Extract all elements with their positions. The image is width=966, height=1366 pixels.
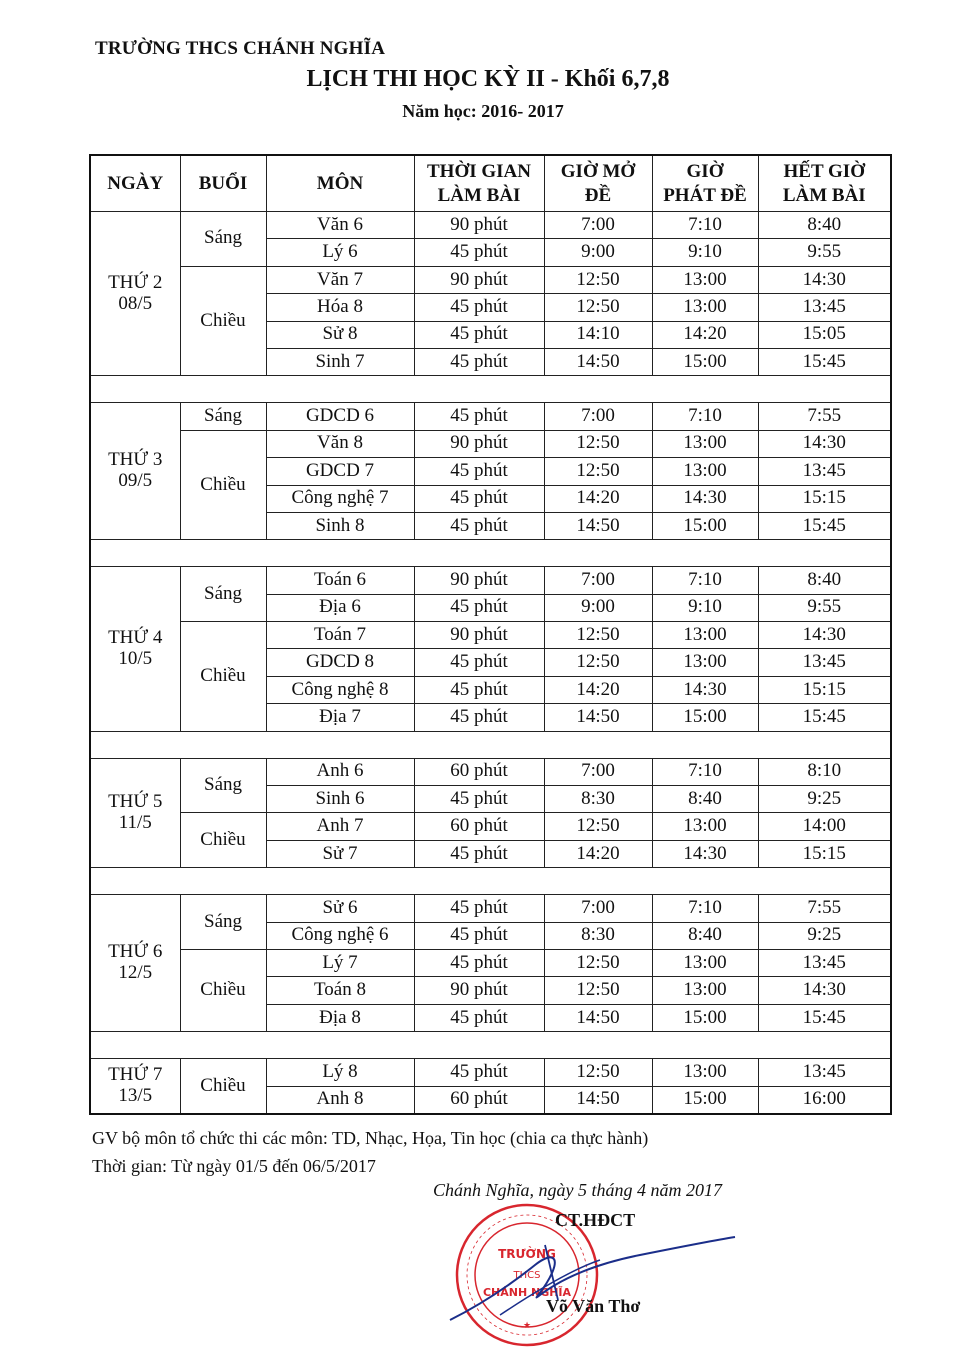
hand-out-time-cell: 13:00: [652, 977, 758, 1004]
hand-out-time-cell: 15:00: [652, 704, 758, 731]
day-label: THỨ 5: [108, 791, 163, 813]
duration-cell: 45 phút: [414, 949, 544, 976]
hand-out-time-cell: 15:00: [652, 348, 758, 375]
separator-row: [90, 540, 891, 567]
open-time-cell: 14:20: [544, 485, 652, 512]
hand-out-time-cell: 7:10: [652, 567, 758, 594]
subject-cell: Công nghệ 8: [266, 676, 414, 703]
day-cell: [90, 212, 180, 376]
day-cell: [90, 895, 180, 1032]
duration-cell: 90 phút: [414, 622, 544, 649]
hand-out-time-cell: 15:00: [652, 512, 758, 539]
school-name: TRƯỜNG THCS CHÁNH NGHĨA: [95, 38, 386, 59]
hand-out-time-cell: 7:10: [652, 895, 758, 922]
end-time-cell: 9:25: [758, 786, 891, 813]
session-cell: Chiều: [180, 949, 266, 1031]
end-time-cell: 15:05: [758, 321, 891, 348]
table-row: [90, 895, 891, 922]
school-year: Năm học: 2016- 2017: [402, 101, 564, 121]
day-date: 13/5: [118, 1085, 153, 1107]
hand-out-time-cell: 13:00: [652, 622, 758, 649]
col-header-buoi: BUỔI: [180, 155, 266, 212]
subject-cell: Hóa 8: [266, 294, 414, 321]
open-time-cell: 7:00: [544, 212, 652, 239]
hand-out-time-cell: 7:10: [652, 758, 758, 785]
hand-out-time-cell: 8:40: [652, 922, 758, 949]
subject-cell: Địa 8: [266, 1004, 414, 1031]
day-label: THỨ 4: [108, 627, 163, 649]
signer-name: Võ Văn Thơ: [546, 1296, 641, 1316]
hand-out-time-cell: 13:00: [652, 266, 758, 293]
duration-cell: 60 phút: [414, 758, 544, 785]
open-time-cell: 7:00: [544, 567, 652, 594]
open-time-cell: 14:10: [544, 321, 652, 348]
session-cell: Chiều: [180, 813, 266, 868]
open-time-cell: 12:50: [544, 977, 652, 1004]
duration-cell: 45 phút: [414, 458, 544, 485]
col-header-ngay: NGÀY: [90, 155, 180, 212]
open-time-cell: 12:50: [544, 813, 652, 840]
end-time-cell: 14:30: [758, 266, 891, 293]
subject-cell: Văn 8: [266, 430, 414, 457]
subject-cell: Sử 7: [266, 840, 414, 867]
exam-schedule-table: [89, 154, 892, 1115]
duration-cell: 45 phút: [414, 1004, 544, 1031]
session-cell: Chiều: [180, 430, 266, 540]
col-header-thoi-gian: THỜI GIAN LÀM BÀI: [414, 155, 544, 212]
hand-out-time-cell: 13:00: [652, 813, 758, 840]
subject-cell: Sử 8: [266, 321, 414, 348]
day-date: 11/5: [118, 811, 152, 833]
table-row: [90, 758, 891, 785]
open-time-cell: 7:00: [544, 895, 652, 922]
session-cell: Sáng: [180, 567, 266, 622]
open-time-cell: 12:50: [544, 649, 652, 676]
duration-cell: 90 phút: [414, 567, 544, 594]
day-date: 12/5: [118, 962, 153, 984]
duration-cell: 90 phút: [414, 430, 544, 457]
col-header-mon: MÔN: [266, 155, 414, 212]
subject-cell: Toán 7: [266, 622, 414, 649]
hand-out-time-cell: 14:20: [652, 321, 758, 348]
table-row: [90, 622, 891, 649]
duration-cell: 45 phút: [414, 1059, 544, 1086]
duration-cell: 45 phút: [414, 239, 544, 266]
col-header-gio-phat-de: GIỜ PHÁT ĐỀ: [652, 155, 758, 212]
subject-cell: Anh 6: [266, 758, 414, 785]
session-cell: Sáng: [180, 758, 266, 813]
subject-cell: Sinh 6: [266, 786, 414, 813]
subject-cell: Toán 8: [266, 977, 414, 1004]
hand-out-time-cell: 15:00: [652, 1086, 758, 1114]
duration-cell: 45 phút: [414, 512, 544, 539]
col-header-gio-mo-de: GIỜ MỞ ĐỀ: [544, 155, 652, 212]
open-time-cell: 14:50: [544, 704, 652, 731]
open-time-cell: 14:50: [544, 512, 652, 539]
end-time-cell: 15:45: [758, 704, 891, 731]
svg-text:THCS: THCS: [513, 1270, 541, 1281]
notes: [92, 1124, 648, 1180]
hand-out-time-cell: 13:00: [652, 294, 758, 321]
subject-cell: Sinh 8: [266, 512, 414, 539]
table-row: [90, 266, 891, 293]
hand-out-time-cell: 13:00: [652, 458, 758, 485]
duration-cell: 45 phút: [414, 403, 544, 430]
col-header-het-gio: HẾT GIỜ LÀM BÀI: [758, 155, 891, 212]
day-label: THỨ 2: [108, 271, 163, 293]
duration-cell: 45 phút: [414, 840, 544, 867]
hand-out-time-cell: 14:30: [652, 676, 758, 703]
hand-out-time-cell: 14:30: [652, 840, 758, 867]
end-time-cell: 8:40: [758, 567, 891, 594]
table-row: [90, 567, 891, 594]
duration-cell: 45 phút: [414, 676, 544, 703]
signer-role: CT.HĐCT: [555, 1210, 636, 1230]
open-time-cell: 12:50: [544, 949, 652, 976]
duration-cell: 45 phút: [414, 485, 544, 512]
subject-cell: Lý 6: [266, 239, 414, 266]
duration-cell: 45 phút: [414, 922, 544, 949]
hand-out-time-cell: 9:10: [652, 239, 758, 266]
duration-cell: 45 phút: [414, 294, 544, 321]
place-date: Chánh Nghĩa, ngày 5 tháng 4 năm 2017: [433, 1180, 723, 1200]
subject-cell: Công nghệ 6: [266, 922, 414, 949]
hand-out-time-cell: 13:00: [652, 649, 758, 676]
subject-cell: Văn 6: [266, 212, 414, 239]
subject-cell: Địa 7: [266, 704, 414, 731]
separator-row: [90, 376, 891, 403]
subject-cell: Sử 6: [266, 895, 414, 922]
duration-cell: 90 phút: [414, 212, 544, 239]
separator-row: [90, 868, 891, 895]
hand-out-time-cell: 15:00: [652, 1004, 758, 1031]
subject-cell: Lý 7: [266, 949, 414, 976]
end-time-cell: 15:15: [758, 485, 891, 512]
open-time-cell: 12:50: [544, 622, 652, 649]
end-time-cell: 13:45: [758, 294, 891, 321]
open-time-cell: 12:50: [544, 266, 652, 293]
day-cell: [90, 567, 180, 731]
hand-out-time-cell: 13:00: [652, 1059, 758, 1086]
end-time-cell: 8:40: [758, 212, 891, 239]
end-time-cell: 9:25: [758, 922, 891, 949]
separator-cell: [90, 1032, 891, 1059]
day-cell: [90, 758, 180, 868]
subject-cell: Văn 7: [266, 266, 414, 293]
session-cell: Sáng: [180, 895, 266, 950]
day-date: 09/5: [118, 470, 153, 492]
open-time-cell: 7:00: [544, 403, 652, 430]
subject-cell: Lý 8: [266, 1059, 414, 1086]
end-time-cell: 13:45: [758, 1059, 891, 1086]
day-date: 10/5: [118, 647, 153, 669]
open-time-cell: 7:00: [544, 758, 652, 785]
hand-out-time-cell: 9:10: [652, 594, 758, 621]
end-time-cell: 14:30: [758, 977, 891, 1004]
subject-cell: Sinh 7: [266, 348, 414, 375]
subject-cell: Toán 6: [266, 567, 414, 594]
svg-text:★: ★: [522, 1321, 532, 1331]
subject-cell: GDCD 8: [266, 649, 414, 676]
note-line: Thời gian: Từ ngày 01/5 đến 06/5/2017: [92, 1156, 376, 1176]
hand-out-time-cell: 8:40: [652, 786, 758, 813]
table-row: [90, 813, 891, 840]
subject-cell: GDCD 7: [266, 458, 414, 485]
day-label: THỨ 7: [108, 1064, 163, 1086]
separator-cell: [90, 376, 891, 403]
duration-cell: 45 phút: [414, 649, 544, 676]
table-row: [90, 1059, 891, 1086]
session-cell: Sáng: [180, 403, 266, 430]
end-time-cell: 8:10: [758, 758, 891, 785]
hand-out-time-cell: 13:00: [652, 949, 758, 976]
separator-cell: [90, 868, 891, 895]
open-time-cell: 14:20: [544, 676, 652, 703]
duration-cell: 45 phút: [414, 704, 544, 731]
end-time-cell: 14:30: [758, 622, 891, 649]
end-time-cell: 15:45: [758, 1004, 891, 1031]
separator-row: [90, 1032, 891, 1059]
end-time-cell: 13:45: [758, 649, 891, 676]
duration-cell: 45 phút: [414, 895, 544, 922]
subject-cell: Anh 7: [266, 813, 414, 840]
day-cell: [90, 1059, 180, 1114]
subject-cell: GDCD 6: [266, 403, 414, 430]
hand-out-time-cell: 13:00: [652, 430, 758, 457]
open-time-cell: 8:30: [544, 922, 652, 949]
subject-cell: Địa 6: [266, 594, 414, 621]
end-time-cell: 14:30: [758, 430, 891, 457]
separator-cell: [90, 540, 891, 567]
duration-cell: 60 phút: [414, 813, 544, 840]
open-time-cell: 14:50: [544, 1086, 652, 1114]
duration-cell: 45 phút: [414, 321, 544, 348]
end-time-cell: 13:45: [758, 458, 891, 485]
end-time-cell: 15:45: [758, 512, 891, 539]
session-cell: Chiều: [180, 266, 266, 376]
open-time-cell: 12:50: [544, 294, 652, 321]
table-row: [90, 949, 891, 976]
session-cell: Sáng: [180, 212, 266, 267]
duration-cell: 45 phút: [414, 786, 544, 813]
subject-cell: Công nghệ 7: [266, 485, 414, 512]
note-line: GV bộ môn tổ chức thi các môn: TD, Nhạc, Họa, Tin học (chia ca thực hành): [92, 1128, 649, 1148]
table-row: [90, 430, 891, 457]
day-label: THỨ 3: [108, 449, 163, 471]
hand-out-time-cell: 7:10: [652, 403, 758, 430]
session-cell: Chiều: [180, 622, 266, 732]
handwritten-signature: [440, 1225, 740, 1335]
end-time-cell: 15:45: [758, 348, 891, 375]
day-date: 08/5: [118, 292, 153, 314]
table-row: [90, 403, 891, 430]
subject-cell: Anh 8: [266, 1086, 414, 1114]
open-time-cell: 12:50: [544, 458, 652, 485]
open-time-cell: 14:50: [544, 348, 652, 375]
duration-cell: 60 phút: [414, 1086, 544, 1114]
open-time-cell: 14:50: [544, 1004, 652, 1031]
end-time-cell: 9:55: [758, 239, 891, 266]
end-time-cell: 15:15: [758, 676, 891, 703]
separator-row: [90, 731, 891, 758]
day-label: THỨ 6: [108, 941, 163, 963]
duration-cell: 45 phút: [414, 594, 544, 621]
duration-cell: 90 phút: [414, 266, 544, 293]
open-time-cell: 12:50: [544, 1059, 652, 1086]
hand-out-time-cell: 14:30: [652, 485, 758, 512]
open-time-cell: 9:00: [544, 594, 652, 621]
end-time-cell: 7:55: [758, 895, 891, 922]
open-time-cell: 14:20: [544, 840, 652, 867]
end-time-cell: 14:00: [758, 813, 891, 840]
open-time-cell: 9:00: [544, 239, 652, 266]
day-cell: [90, 403, 180, 540]
table-row: [90, 212, 891, 239]
end-time-cell: 13:45: [758, 949, 891, 976]
separator-cell: [90, 731, 891, 758]
end-time-cell: 16:00: [758, 1086, 891, 1114]
svg-text:CHÁNH NGHĨA: CHÁNH NGHĨA: [482, 1286, 572, 1299]
open-time-cell: 8:30: [544, 786, 652, 813]
duration-cell: 45 phút: [414, 348, 544, 375]
end-time-cell: 7:55: [758, 403, 891, 430]
end-time-cell: 9:55: [758, 594, 891, 621]
session-cell: Chiều: [180, 1059, 266, 1114]
svg-text:TRƯỜNG: TRƯỜNG: [498, 1247, 556, 1261]
open-time-cell: 12:50: [544, 430, 652, 457]
end-time-cell: 15:15: [758, 840, 891, 867]
document-title: LỊCH THI HỌC KỲ II - Khối 6,7,8: [306, 66, 670, 92]
header-row: [90, 155, 891, 212]
duration-cell: 90 phút: [414, 977, 544, 1004]
hand-out-time-cell: 7:10: [652, 212, 758, 239]
